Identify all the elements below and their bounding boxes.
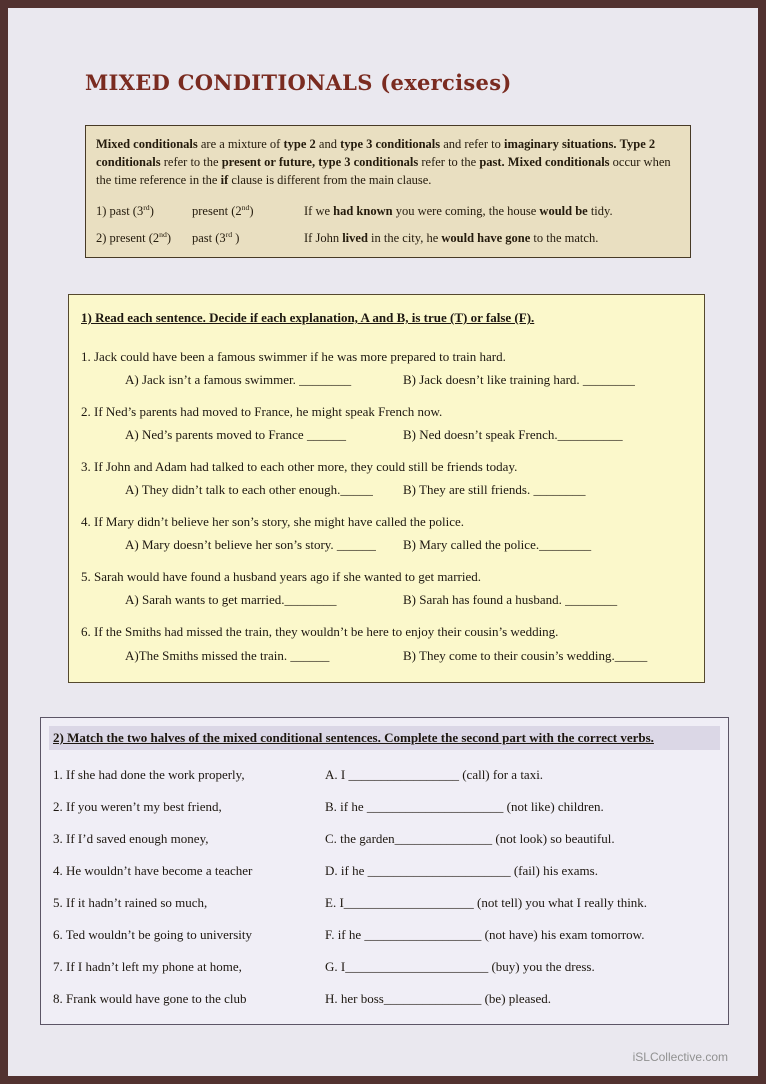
answer-a: A) Ned’s parents moved to France ______ [125,427,346,443]
match-left-half: 5. If it hadn’t rained so much, [53,894,208,910]
exercise1-sentence: 2. If Ned’s parents had moved to France, he might speak French now. [81,403,443,419]
example-tense-1: 1) past (3rd) [96,202,154,218]
exercise1-answers [81,371,692,389]
match-row [53,830,716,848]
match-left-half: 8. Frank would have gone to the club [53,990,247,1006]
match-left-half: 2. If you weren’t my best friend, [53,798,222,814]
match-right-half: C. the garden_______________ (not look) so beautiful. [325,830,615,846]
watermark: iSLCollective.com [632,1050,728,1064]
match-row [53,798,716,816]
exercise1-item [81,458,692,499]
answer-a: A)The Smiths missed the train. ______ [125,647,330,663]
exercise1-sentence: 3. If John and Adam had talked to each other more, they could still be friends today. [81,458,518,474]
match-row [53,766,716,784]
match-left-half: 6. Ted wouldn’t be going to university [53,926,253,942]
match-row [53,958,716,976]
exercise1-item [81,568,692,609]
example-tense-2: present (2nd) [192,202,254,218]
grammar-intro-box [85,125,691,258]
exercise1-answers [81,426,692,444]
exercise1-item [81,348,692,389]
worksheet-page [8,8,758,1076]
exercise1-item [81,403,692,444]
example-tense-1: 2) present (2nd) [96,229,172,245]
match-row [53,990,716,1008]
answer-a: A) Mary doesn’t believe her son’s story. ______ [125,537,376,553]
exercise1-item [81,623,692,664]
exercise1-sentence: 1. Jack could have been a famous swimmer if he was more prepared to train hard. [81,348,506,364]
match-row [53,894,716,912]
exercise1-item [81,513,692,554]
answer-b: B) Ned doesn’t speak French.__________ [403,427,623,443]
match-row [53,926,716,944]
match-right-half: G. I______________________ (buy) you the dress. [325,958,595,974]
exercise1-sentence: 4. If Mary didn’t believe her son’s story, she might have called the police. [81,513,465,529]
answer-a: A) Jack isn’t a famous swimmer. ________ [125,372,352,388]
answer-a: A) They didn’t talk to each other enough._____ [125,482,373,498]
match-right-half: B. if he _____________________ (not like) children. [325,798,604,814]
match-left-half: 4. He wouldn’t have become a teacher [53,862,253,878]
match-right-half: A. I _________________ (call) for a taxi. [325,766,544,782]
exercise2-box [40,717,729,1025]
answer-b: B) Sarah has found a husband. ________ [403,592,618,608]
match-right-half: F. if he __________________ (not have) his exam tomorrow. [325,926,645,942]
page-title: MIXED CONDITIONALS (exercises) [85,70,512,95]
match-left-half: 3. If I’d saved enough money, [53,830,209,846]
answer-b: B) They come to their cousin’s wedding._____ [403,647,648,663]
answer-b: B) Mary called the police.________ [403,537,592,553]
match-left-half: 1. If she had done the work properly, [53,766,245,782]
exercise1-answers [81,481,692,499]
match-right-half: E. I____________________ (not tell) you what I really think. [325,894,648,910]
exercise1-heading: 1) Read each sentence. Decide if each explanation, A and B, is true (T) or false (F). [81,310,535,325]
example-sentence: If John lived in the city, he would have gone to the match. [304,231,599,245]
match-right-half: D. if he ______________________ (fail) his exams. [325,862,598,878]
exercise1-answers [81,647,692,665]
match-left-half: 7. If I hadn’t left my phone at home, [53,958,242,974]
answer-b: B) Jack doesn’t like training hard. ________ [403,372,635,388]
exercise2-heading: 2) Match the two halves of the mixed conditional sentences. Complete the second part with the correct verbs. [49,726,720,750]
grammar-example-row [96,202,680,220]
match-row [53,862,716,880]
example-tense-2: past (3rd ) [192,229,240,245]
exercise1-sentence: 6. If the Smiths had missed the train, they wouldn’t be here to enjoy their cousin’s wedding. [81,624,559,640]
example-sentence: If we had known you were coming, the house would be tidy. [304,204,613,218]
grammar-example-row [96,229,680,247]
exercise1-box [68,294,705,683]
exercise1-sentence: 5. Sarah would have found a husband years ago if she wanted to get married. [81,568,481,584]
match-right-half: H. her boss_______________ (be) pleased. [325,990,552,1006]
answer-a: A) Sarah wants to get married.________ [125,592,337,608]
exercise1-answers [81,591,692,609]
grammar-intro-paragraph: Mixed conditionals are a mixture of type 2 and type 3 conditionals and refer to imaginary situations. Type 2 conditionals refer to the present or future, type 3 conditionals refer to the past. Mixed conditionals occur when the time reference in the if clause is different from the main clause. [96,137,671,187]
answer-b: B) They are still friends. ________ [403,482,586,498]
exercise1-answers [81,536,692,554]
